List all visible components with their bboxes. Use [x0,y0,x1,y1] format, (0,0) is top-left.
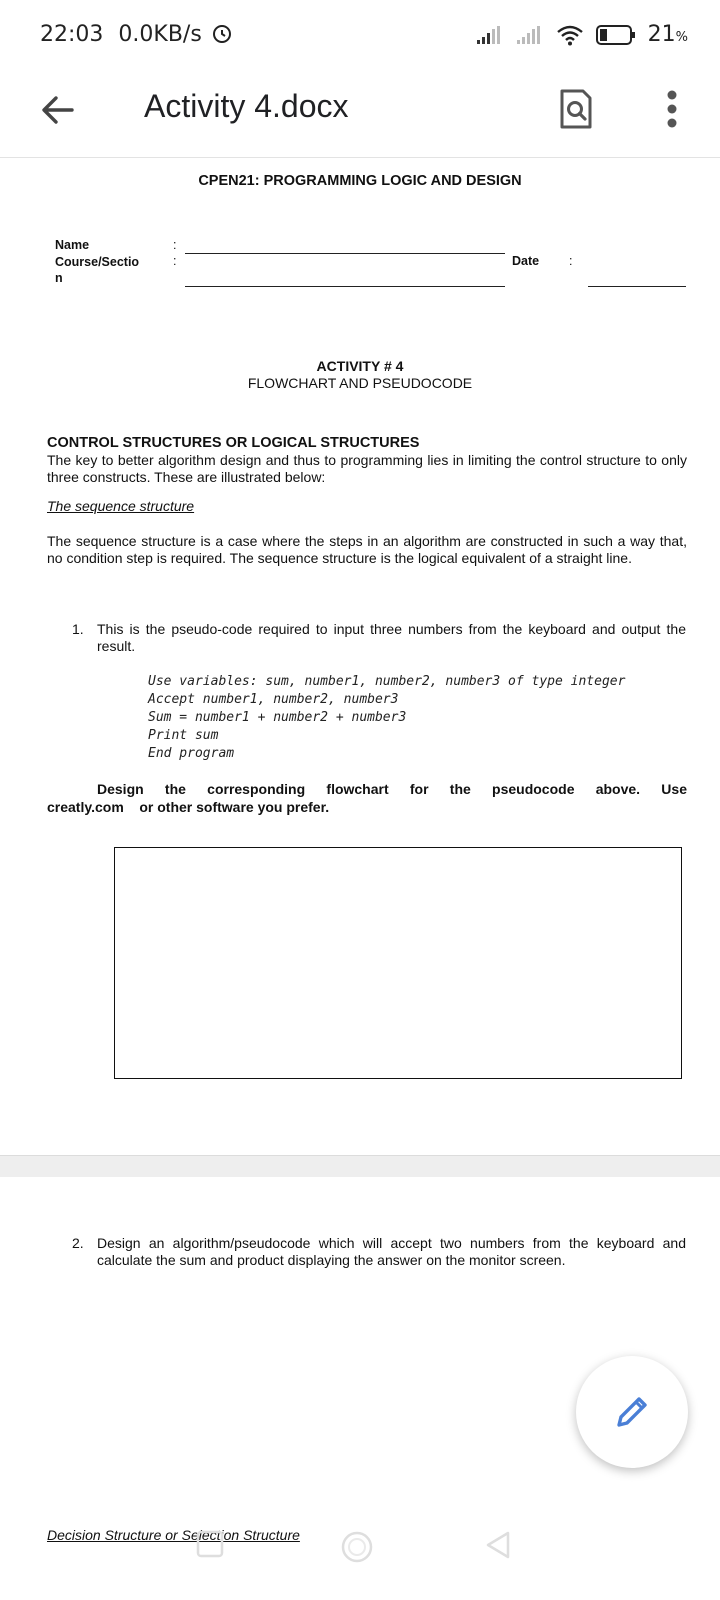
decision-heading: Decision Structure or Selection Structure [47,1527,300,1543]
design-instruction-line-1: Design the corresponding flowchart for the pseudocode above. Use [97,781,687,797]
course-section-label: Course/Sectio [55,255,140,269]
item-2-number: 2. [72,1235,84,1251]
document-page-1 [0,159,720,1155]
nav-back-button[interactable] [484,1530,512,1565]
edit-fab-button[interactable] [576,1356,688,1468]
course-title: CPEN21: PROGRAMMING LOGIC AND DESIGN [198,173,522,189]
nav-home-button[interactable] [340,1530,374,1569]
status-bar [0,0,720,68]
status-time: 22:03 [40,22,104,47]
circle-icon [340,1530,374,1564]
activity-title: ACTIVITY # 4 [316,358,404,374]
nav-recents-button[interactable] [196,1530,224,1563]
activity-subtitle: FLOWCHART AND PSEUDOCODE [247,375,473,391]
section-heading: CONTROL STRUCTURES OR LOGICAL STRUCTURES [47,435,420,451]
flowchart-answer-box [114,847,682,1079]
signal-secondary-icon [516,25,544,45]
pencil-icon [612,1392,652,1432]
find-in-page-icon [559,88,593,130]
square-icon [196,1530,224,1558]
pseudocode-line: Use variables: sum, number1, number2, number3 of type integer [148,674,626,689]
date-line [588,286,686,287]
course-line [185,286,505,287]
network-speed: 0.0KB/s [118,22,202,47]
signal-icon [476,25,504,45]
app-bar [0,68,720,158]
intro-paragraph: The key to better algorithm design and thus to programming lies in limiting the control structure to only three constructs. These are illustrated below: [47,452,687,485]
date-label: Date [512,254,540,268]
item-1-number: 1. [72,621,84,637]
status-time-speed [40,22,233,47]
course-colon: : [173,254,177,268]
wifi-icon [556,24,584,46]
item-2-text: Design an algorithm/pseudocode which will accept two numbers from the keyboard and calculate the sum and product displaying the answer on the monitor screen. [97,1235,686,1268]
pseudocode-line: Print sum [148,728,219,743]
name-colon: : [173,238,177,252]
sequence-heading: The sequence structure [47,498,195,514]
pseudocode-line: Sum = number1 + number2 + number3 [148,710,407,725]
name-line [185,253,505,254]
sequence-paragraph: The sequence structure is a case where the steps in an algorithm are constructed in such a way that, no condition step is required. The sequence structure is the logical equivalent of a straight line. [47,533,687,566]
pseudocode-line: Accept number1, number2, number3 [148,692,399,707]
triangle-back-icon [484,1530,512,1560]
status-icons [476,22,688,47]
more-vert-icon [666,89,678,129]
pseudocode-block [148,673,625,763]
back-arrow-icon [40,92,76,128]
date-colon: : [569,254,573,268]
page-separator [0,1155,720,1177]
pseudocode-line: End program [148,746,235,761]
alarm-icon [211,22,233,44]
design-instruction-line-2: creatly.com or other software you prefer. [47,799,330,815]
back-button[interactable] [34,86,82,134]
name-label: Name [55,238,90,252]
item-1-text: This is the pseudo-code required to input three numbers from the keyboard and output the result. [97,621,686,654]
battery-icon [596,24,636,46]
more-options-button[interactable] [652,84,692,134]
battery-percent: 21% [647,22,688,47]
course-section-label-wrap: n [55,271,63,285]
find-in-document-button[interactable] [556,84,596,134]
document-title: Activity 4.docx [144,88,349,124]
